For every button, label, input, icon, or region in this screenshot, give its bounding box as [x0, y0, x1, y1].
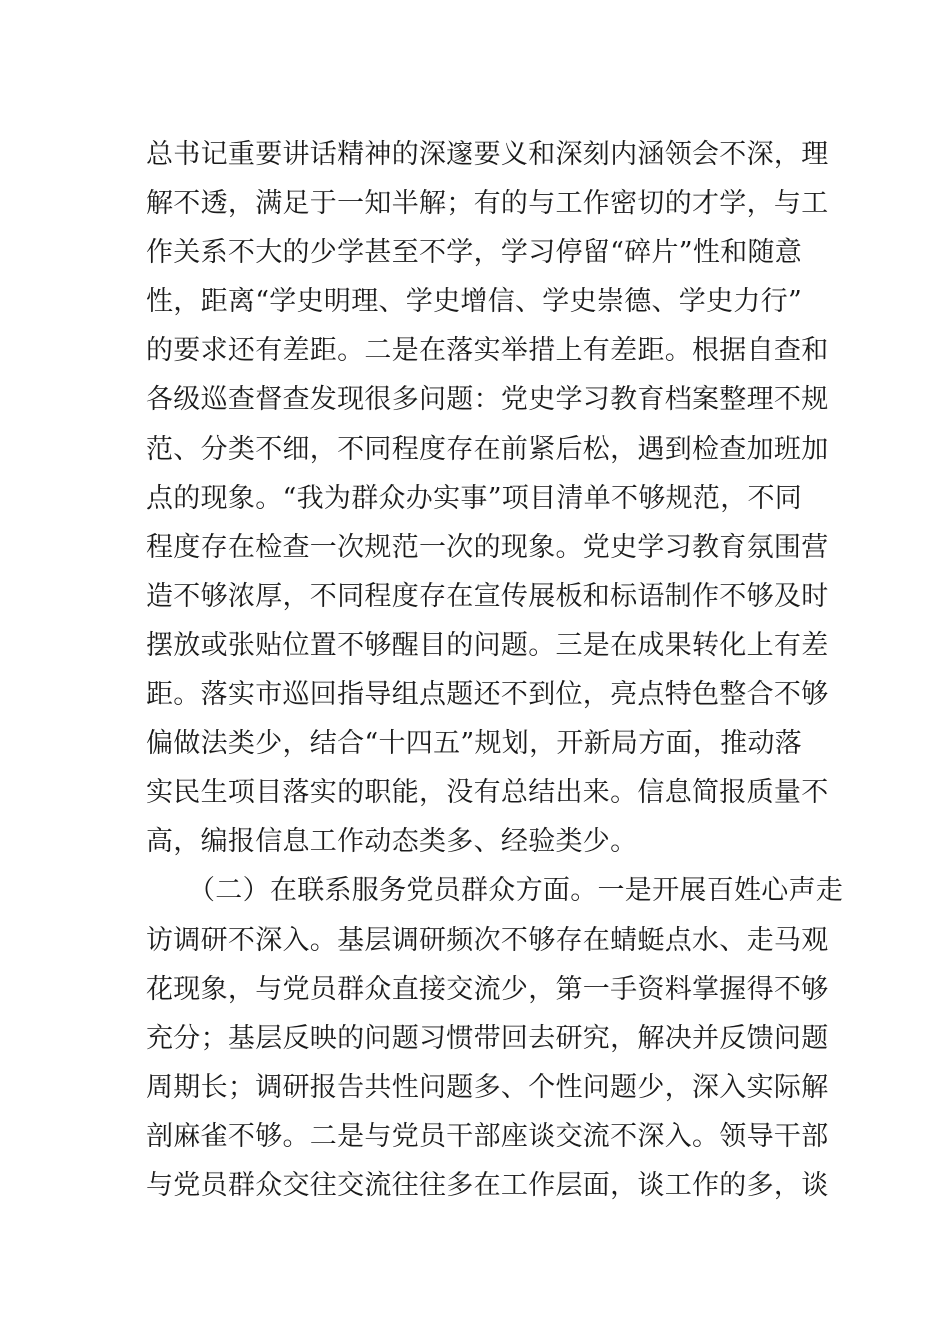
text-line: 范、分类不细，不同程度存在前紧后松，遇到检查加班加	[146, 433, 829, 465]
body-text	[146, 130, 844, 1210]
text-line: 剖麻雀不够。二是与党员干部座谈交流不深入。领导干部	[146, 1120, 829, 1152]
text-line: 偏做法类少，结合“十四五”规划，开新局方面，推动落	[146, 728, 803, 760]
text-line: 花现象，与党员群众直接交流少，第一手资料掌握得不够	[146, 973, 829, 1005]
text-line: 的要求还有差距。二是在落实举措上有差距。根据自查和	[146, 335, 829, 367]
text-line: 距。落实市巡回指导组点题还不到位，亮点特色整合不够	[146, 679, 829, 711]
text-line: 高，编报信息工作动态类多、经验类少。	[146, 826, 638, 858]
text-line: 造不够浓厚，不同程度存在宣传展板和标语制作不够及时	[146, 580, 829, 612]
text-line: 性，距离“学史明理、学史增信、学史崇德、学史力行”	[146, 286, 803, 318]
text-line: 与党员群众交往交流往往多在工作层面，谈工作的多，谈	[146, 1169, 829, 1201]
text-line: 充分；基层反映的问题习惯带回去研究，解决并反馈问题	[146, 1022, 829, 1054]
paragraph-start-line: （二）在联系服务党员群众方面。一是开展百姓心声走	[188, 875, 844, 907]
text-line: 点的现象。“我为群众办实事”项目清单不够规范，不同	[146, 482, 803, 514]
text-line: 程度存在检查一次规范一次的现象。党史学习教育氛围营	[146, 531, 829, 563]
text-line: 各级巡查督查发现很多问题：党史学习教育档案整理不规	[146, 384, 829, 416]
text-line: 摆放或张贴位置不够醒目的问题。三是在成果转化上有差	[146, 629, 829, 661]
text-line: 作关系不大的少学甚至不学，学习停留“碎片”性和随意	[146, 237, 803, 269]
text-line: 访调研不深入。基层调研频次不够存在蜻蜓点水、走马观	[146, 924, 829, 956]
text-line: 总书记重要讲话精神的深邃要义和深刻内涵领会不深，理	[146, 139, 829, 170]
text-line: 实民生项目落实的职能，没有总结出来。信息简报质量不	[146, 777, 829, 809]
text-line: 解不透，满足于一知半解；有的与工作密切的才学，与工	[146, 188, 829, 220]
text-line: 周期长；调研报告共性问题多、个性问题少，深入实际解	[146, 1071, 829, 1103]
